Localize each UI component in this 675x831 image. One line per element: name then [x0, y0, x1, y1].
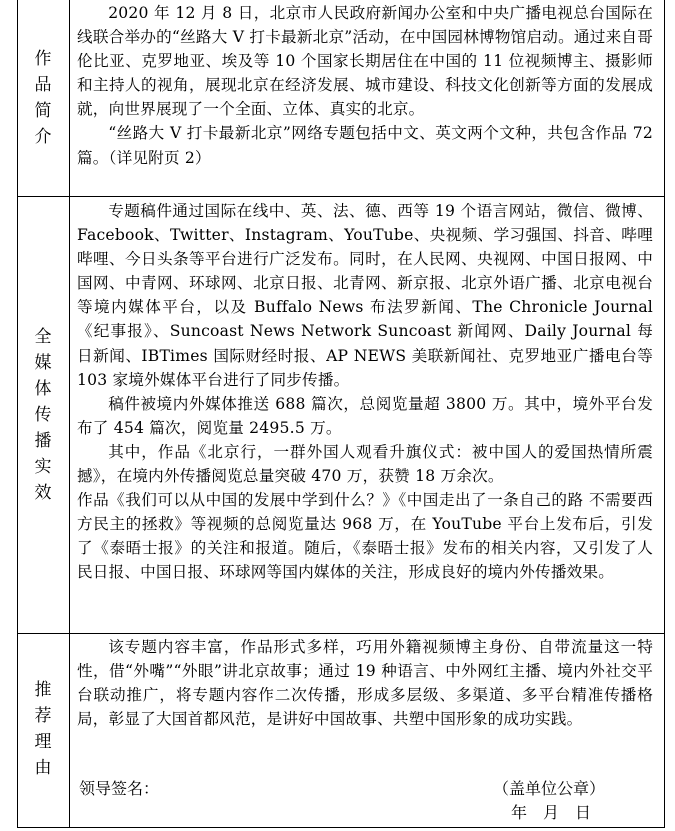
- media-effect-paragraph: 专题稿件通过国际在线中、英、法、德、西等 19 个语言网站，微信、微博、Facebook、Twitter、Instagram、YouTube、央视频、学习强国、抖音、哔哩哔哩、今日头条等平台进行广泛发布。同时，在人民网、央视网、中国日报网、中国网、中青网、环球网、北京日报、北青网、新京报、北京外语广播、北京电视台等境内媒体平台，以及 Buffalo News 布法罗新闻、The Chronicle Journal《纪事报》、Suncoast News Network Suncoast 新闻网、Daily Journal 每日新闻、IBTimes 国际财经时报、AP NEWS 美联新闻社、克罗地亚广播电台等 103 家境外媒体平台进行了同步传播。: [77, 202, 653, 389]
- work-intro-paragraph: 2020 年 12 月 8 日，北京市人民政府新闻办公室和中央广播电视总台国际在线联合举办的“丝路大 V 打卡最新北京”活动，在中国园林博物馆启动。通过来自哥伦比亚、克罗地亚、埃及等 10 个国家长期居住在中国的 11 位视频博主、摄影师和主持人的视角，展现北京在经济发展、城市建设、科技文化创新等方面的发展成就，向世界展现了一个全面、立体、真实的北京。: [77, 4, 653, 119]
- recommend-reason-text: [77, 635, 653, 731]
- date-label: 年 月 日: [511, 803, 592, 822]
- recommend-reason-paragraph: 该专题内容丰富，作品形式多样，巧用外籍视频博主身份、自带流量这一特性，借“外嘴”“外眼”讲北京故事；通过 19 种语言、中外网红主播、境内外社交平台联动推广，将专题内容作二次传播，形成多层级、多渠道、多平台精准传播格局，彰显了大国首都风范，是讲好中国故事、共塑中国形象的成功实践。: [77, 638, 653, 729]
- table-border-bottom: [17, 827, 665, 828]
- row-divider-1: [17, 196, 665, 197]
- form-table: [17, 0, 665, 828]
- row-label-recommend-reason: 推 荐 理 由: [34, 680, 52, 778]
- media-effect-paragraph: 作品《我们可以从中国的发展中学到什么？》《中国走出了一条自己的路 不需要西方民主的拯救》等视频的总阅览量达 968 万，在 YouTube 平台上发布后，引发了《泰晤士报》的关注和报道。随后，《泰晤士报》发布的相关内容，又引发了人民日报、中国日报、环球网等国内媒体的关注，形成良好的境内外传播效果。: [77, 491, 653, 582]
- media-effect-text: [77, 199, 653, 585]
- table-column-divider: [69, 0, 70, 828]
- row-label-work-intro: 作 品 简 介: [34, 49, 52, 147]
- media-effect-paragraph: 其中，作品《北京行，一群外国人观看升旗仪式：被中国人的爱国热情所震撼》，在境内外传播阅览总量突破 470 万，获赞 18 万余次。: [77, 442, 653, 486]
- row-label-media-effect: 全 媒 体 传 播 实 效: [34, 327, 52, 503]
- row-divider-2: [17, 633, 665, 634]
- media-effect-paragraph: 稿件被境内外媒体推送 688 篇次，总阅览量超 3800 万。其中，境外平台发布了 454 篇次，阅览量 2495.5 万。: [77, 394, 653, 437]
- work-intro-text: [77, 1, 653, 170]
- seal-label: （盖单位公章）: [493, 779, 606, 798]
- leader-signature-label: 领导签名：: [79, 779, 160, 798]
- work-intro-paragraph: “丝路大 V 打卡最新北京”网络专题包括中文、英文两个文种，共包含作品 72 篇。（详见附页 2）: [77, 124, 653, 167]
- table-border-right: [664, 0, 665, 828]
